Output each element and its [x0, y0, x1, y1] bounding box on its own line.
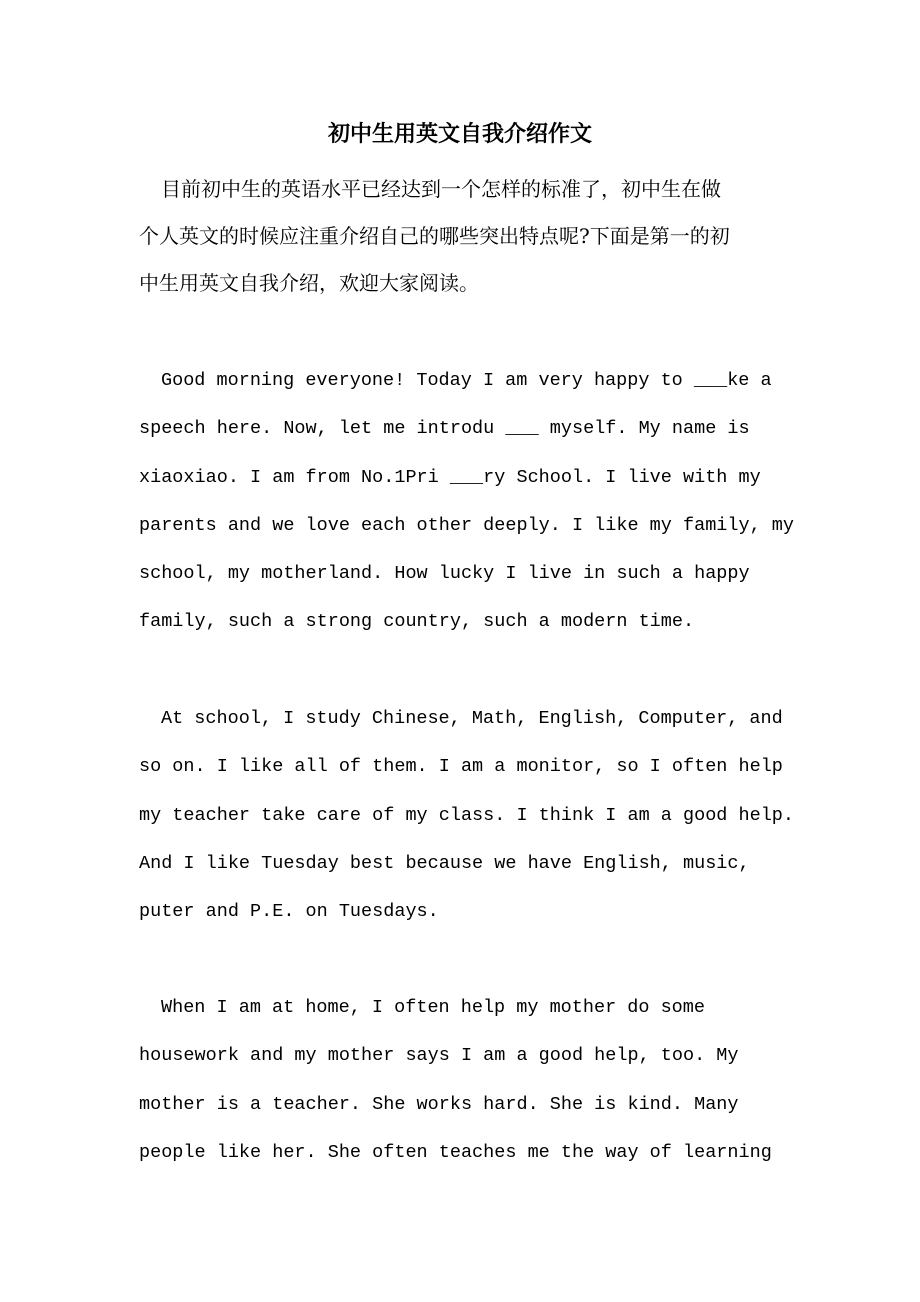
- paragraph-line: parents and we love each other deeply. I like my family, my: [139, 514, 795, 536]
- english-paragraph-2: [139, 695, 795, 936]
- intro-line: 个人英文的时候应注重介绍自己的哪些突出特点呢?下面是第一的初: [139, 224, 730, 248]
- english-paragraph-3: [139, 984, 789, 1177]
- paragraph-line: people like her. She often teaches me the way of learning: [139, 1141, 772, 1163]
- paragraph-line: school, my motherland. How lucky I live in such a happy: [139, 563, 750, 585]
- paragraph-line: xiaoxiao. I am from No.1Pri ___ry School. I live with my: [139, 466, 761, 488]
- intro-line: 目前初中生的英语水平已经达到一个怎样的标准了，初中生在做: [161, 177, 721, 201]
- paragraph-line: my teacher take care of my class. I think I am a good help.: [139, 804, 795, 826]
- paragraph-line: housework and my mother says I am a good help, too. My: [139, 1045, 739, 1067]
- intro-line: 中生用英文自我介绍，欢迎大家阅读。: [139, 271, 479, 295]
- paragraph-line: When I am at home, I often help my mother do some: [161, 997, 705, 1018]
- paragraph-line: speech here. Now, let me introdu ___ myself. My name is: [139, 418, 750, 440]
- document-title: 初中生用英文自我介绍作文: [327, 121, 592, 147]
- intro-paragraph: [139, 166, 781, 307]
- english-paragraph-1: [139, 357, 795, 647]
- paragraph-line: puter and P.E. on Tuesdays.: [139, 901, 439, 923]
- paragraph-line: family, such a strong country, such a modern time.: [139, 611, 695, 633]
- paragraph-line: mother is a teacher. She works hard. She is kind. Many: [139, 1093, 739, 1115]
- paragraph-line: Good morning everyone! Today I am very happy to ___ke a: [161, 370, 772, 391]
- paragraph-line: At school, I study Chinese, Math, English, Computer, and: [161, 708, 783, 729]
- paragraph-line: And I like Tuesday best because we have English, music,: [139, 852, 750, 874]
- paragraph-line: so on. I like all of them. I am a monitor, so I often help: [139, 756, 783, 778]
